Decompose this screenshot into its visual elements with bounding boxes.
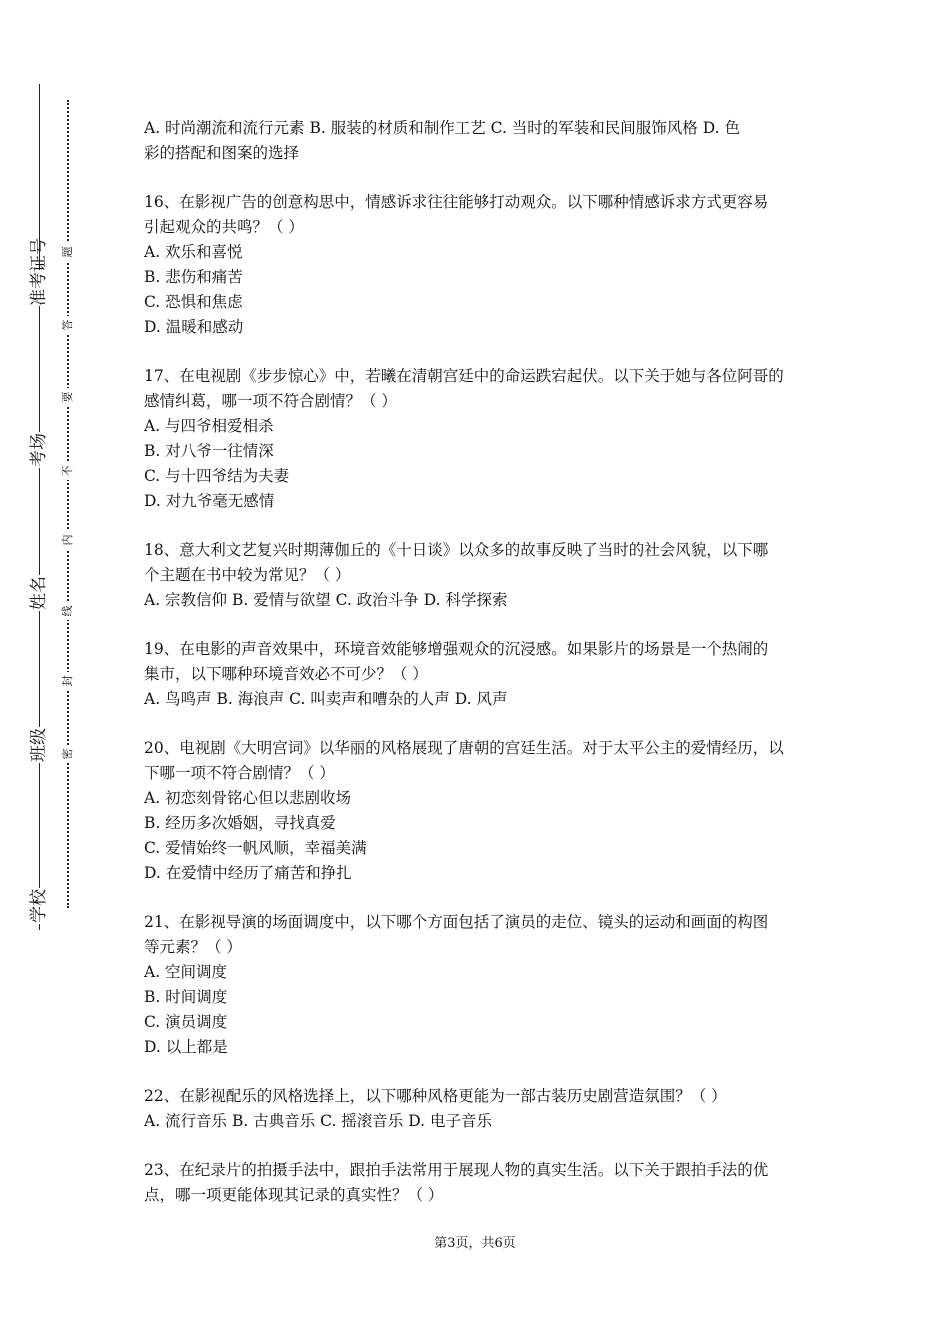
question-text: 等元素？（ ） bbox=[144, 938, 242, 956]
page-number: 第3页，共6页 bbox=[434, 1236, 516, 1251]
seal-char: 要 bbox=[59, 388, 77, 406]
name-label: 姓名 bbox=[21, 575, 57, 611]
options-inline: A. 鸟鸣声 B. 海浪声 C. 叫卖声和嘈杂的人声 D. 风声 bbox=[144, 690, 508, 708]
question-17 bbox=[144, 364, 812, 514]
option-a: A. 空间调度 bbox=[144, 963, 228, 981]
binding-dotted-line bbox=[67, 100, 69, 908]
exam-room-label: 考场 bbox=[21, 432, 57, 468]
seal-char: 题 bbox=[59, 243, 77, 261]
question-16 bbox=[144, 190, 812, 340]
question-text: 18、意大利文艺复兴时期薄伽丘的《十日谈》以众多的故事反映了当时的社会风貌，以下哪 bbox=[144, 541, 769, 559]
question-text: 感情纠葛，哪一项不符合剧情？（ ） bbox=[144, 392, 397, 410]
option-c: C. 恐惧和焦虑 bbox=[144, 293, 243, 311]
question-18 bbox=[144, 538, 812, 613]
seal-char: 封 bbox=[59, 672, 77, 690]
options-inline: A. 宗教信仰 B. 爱情与欲望 C. 政治斗争 D. 科学探索 bbox=[144, 591, 508, 609]
seal-char: 内 bbox=[59, 531, 77, 549]
option-d: D. 温暖和感动 bbox=[144, 318, 244, 336]
binding-solid-line bbox=[39, 84, 40, 930]
option-c: C. 与十四爷结为夫妻 bbox=[144, 467, 290, 485]
option-b: B. 悲伤和痛苦 bbox=[144, 268, 243, 286]
option-c: C. 演员调度 bbox=[144, 1013, 228, 1031]
question-21 bbox=[144, 910, 812, 1060]
option-b: B. 经历多次婚姻，寻找真爱 bbox=[144, 814, 336, 832]
option-a: A. 初恋刻骨铭心但以悲剧收场 bbox=[144, 789, 352, 807]
option-a: A. 与四爷相爱相杀 bbox=[144, 417, 274, 435]
question-text: 集市，以下哪种环境音效必不可少？（ ） bbox=[144, 665, 428, 683]
options-inline: A. 流行音乐 B. 古典音乐 C. 摇滚音乐 D. 电子音乐 bbox=[144, 1112, 492, 1130]
question-list bbox=[144, 116, 812, 1232]
question-text: 21、在影视导演的场面调度中，以下哪个方面包括了演员的走位、镜头的运动和画面的构图 bbox=[144, 913, 769, 931]
option-d: D. 以上都是 bbox=[144, 1038, 228, 1056]
question-text: 点，哪一项更能体现其记录的真实性？（ ） bbox=[144, 1186, 444, 1204]
question-text: 个主题在书中较为常见？（ ） bbox=[144, 566, 351, 584]
option-c: C. 爱情始终一帆风顺，幸福美满 bbox=[144, 839, 367, 857]
class-label: 班级 bbox=[21, 727, 57, 763]
option-d: D. 在爱情中经历了痛苦和挣扎 bbox=[144, 864, 352, 882]
seal-char: 不 bbox=[59, 462, 77, 480]
question-text: 19、在电影的声音效果中，环境音效能够增强观众的沉浸感。如果影片的场景是一个热闹的 bbox=[144, 640, 769, 658]
question-text: 23、在纪录片的拍摄手法中，跟拍手法常用于展现人物的真实生活。以下关于跟拍手法的优 bbox=[144, 1161, 769, 1179]
option-line: A. 时尚潮流和流行元素 B. 服装的材质和制作工艺 C. 当时的军装和民间服饰风格 D. 色 bbox=[144, 119, 740, 137]
question-22 bbox=[144, 1084, 812, 1134]
question-text: 22、在影视配乐的风格选择上，以下哪种风格更能为一部古装历史剧营造氛围？（ ） bbox=[144, 1087, 727, 1105]
seal-char: 密 bbox=[59, 745, 77, 763]
option-b: B. 时间调度 bbox=[144, 988, 228, 1006]
seal-char: 线 bbox=[59, 602, 77, 620]
school-label: 学校 bbox=[21, 888, 57, 924]
question-23 bbox=[144, 1158, 812, 1208]
option-a: A. 欢乐和喜悦 bbox=[144, 243, 243, 261]
question-text: 16、在影视广告的创意构思中，情感诉求往往能够打动观众。以下哪种情感诉求方式更容易 bbox=[144, 193, 769, 211]
exam-number-label: 准考证号 bbox=[21, 270, 57, 306]
question-text: 下哪一项不符合剧情？（ ） bbox=[144, 764, 335, 782]
option-d: D. 对九爷毫无感情 bbox=[144, 492, 275, 510]
question-15-options bbox=[144, 116, 812, 166]
question-text: 20、电视剧《大明宫词》以华丽的风格展现了唐朝的宫廷生活。对于太平公主的爱情经历，以 bbox=[144, 739, 784, 757]
option-b: B. 对八爷一往情深 bbox=[144, 442, 274, 460]
question-text: 引起观众的共鸣？（ ） bbox=[144, 218, 304, 236]
question-20 bbox=[144, 736, 812, 886]
option-line: 彩的搭配和图案的选择 bbox=[144, 144, 300, 162]
binding-margin bbox=[0, 0, 90, 1344]
question-text: 17、在电视剧《步步惊心》中，若曦在清朝宫廷中的命运跌宕起伏。以下关于她与各位阿哥的 bbox=[144, 367, 784, 385]
question-19 bbox=[144, 637, 812, 712]
seal-char: 答 bbox=[59, 316, 77, 334]
